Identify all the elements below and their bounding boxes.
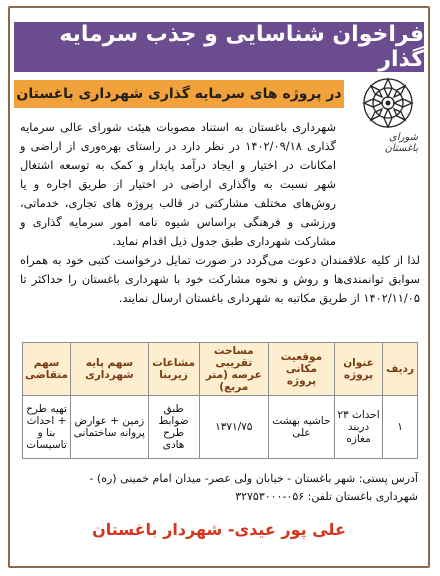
cell-project-title: احداث ۲۳ دربند مغازه bbox=[334, 396, 382, 459]
notice-body bbox=[20, 118, 420, 308]
cell-applicant-share: تهیه طرح + احداث بنا و تاسیسات bbox=[23, 396, 71, 459]
title-text: فراخوان شناسایی و جذب سرمایه گذار bbox=[59, 22, 424, 72]
col-row-number: ردیف bbox=[383, 343, 418, 396]
cell-shared-area: طبق ضوابط طرح هادی bbox=[148, 396, 199, 459]
table-row bbox=[23, 396, 418, 459]
logo-caption: شورای باغستان bbox=[384, 132, 418, 154]
col-location: موقعیت مکانی پروژه bbox=[269, 343, 335, 396]
notice-subtitle bbox=[14, 80, 344, 108]
paragraph-2: لذا از کلیه علاقمندان دعوت می‌گردد در صورت تمایل درخواست کتبی خود به همراه سوابق توانمندی‌ها و روش و نحوه مشارکت خود با شهرداری باغستان را حداکثر تا ۱۴۰۲/۱۱/۰۵ از طریق مکاتبه به شهرداری باغستان ارسال نمایند. bbox=[20, 253, 420, 305]
cell-area: ۱۳۷۱/۷۵ bbox=[199, 396, 269, 459]
address-line-1: آدرس پستی: شهر باغستان - خیابان ولی عصر- میدان امام خمینی (ره) - bbox=[89, 472, 418, 485]
col-applicant-share: سهم متقاضی bbox=[23, 343, 71, 396]
cell-location: حاشیه بهشت علی bbox=[269, 396, 335, 459]
notice-title bbox=[14, 22, 424, 72]
projects-table bbox=[22, 342, 418, 459]
table-header-row bbox=[23, 343, 418, 396]
cell-row-number: ۱ bbox=[383, 396, 418, 459]
col-area: مساحت تقریبی عرصه (متر مربع) bbox=[199, 343, 269, 396]
subtitle-text: در پروژه های سرمایه گذاری شهرداری باغستان bbox=[16, 86, 342, 102]
address-line-2: شهرداری باغستان تلفن: ۰۵۶-۳۲۷۵۳۰۰۰ bbox=[235, 490, 418, 503]
col-project-title: عنوان پروژه bbox=[334, 343, 382, 396]
cell-municipality-share: زمین + عوارض پروانه ساختمانی bbox=[71, 396, 149, 459]
postal-address bbox=[22, 470, 418, 506]
col-municipality-share: سهم پایه شهرداری bbox=[71, 343, 149, 396]
paragraph-1: شهرداری باغستان به استناد مصوبات هیئت شورای عالی سرمایه گذاری ۱۴۰۲/۰۹/۱۸ در نظر دارد در راستای بهره‌وری از اراضی و امکانات در اختیار و ایجاد درآمد پایدار و کمک به توسعه اشتغال شهر نسبت به واگذاری اراضی در اختیار از طریق اجاره و یا روش‌های مختلف مشارکتی در قالب پروژه های تجاری، خدماتی، ورزشی و فرهنگی براساس شیوه نامه امور سرمایه گذاری و مشارکت شهرداری طبق جدول ذیل اقدام نماید. bbox=[20, 120, 336, 248]
col-shared-area: مشاعات زیربنا bbox=[148, 343, 199, 396]
mayor-signature: علی پور عیدی- شهردار باغستان bbox=[92, 520, 346, 539]
